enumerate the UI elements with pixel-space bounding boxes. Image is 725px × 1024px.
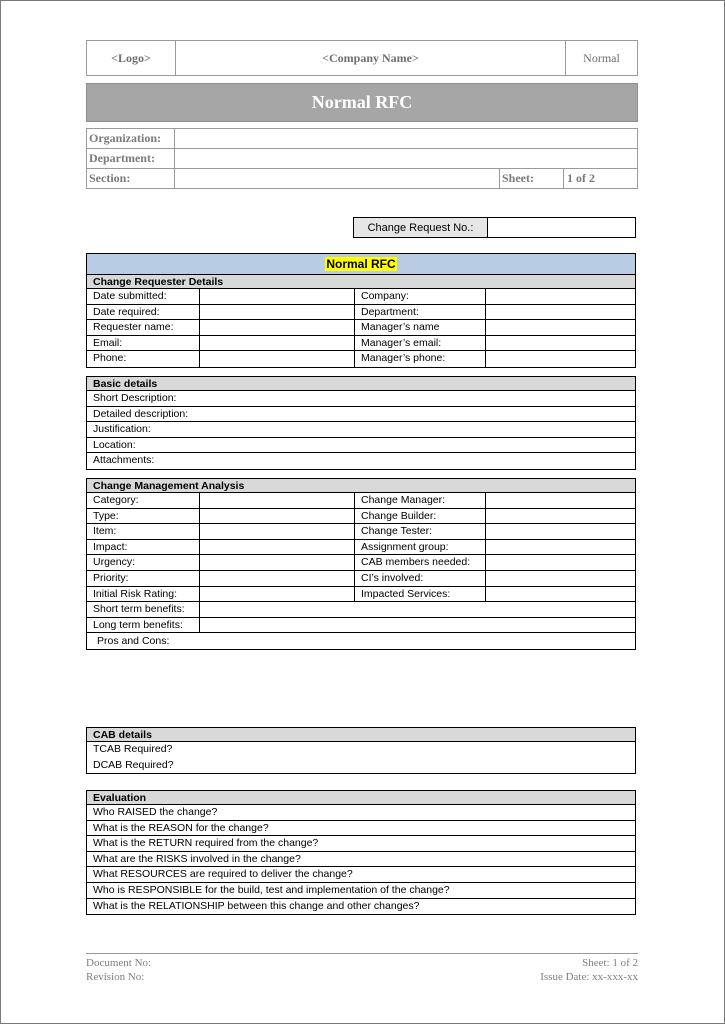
company-field[interactable] bbox=[486, 289, 635, 304]
email-field[interactable] bbox=[200, 336, 355, 351]
table-row[interactable] bbox=[87, 391, 635, 407]
table-row bbox=[87, 618, 635, 634]
field-label: CI’s involved: bbox=[355, 571, 486, 586]
pros-cons-label: Pros and Cons: bbox=[97, 635, 170, 648]
type-field[interactable] bbox=[200, 509, 355, 524]
change-manager-field[interactable] bbox=[486, 493, 635, 508]
table-row bbox=[87, 602, 635, 618]
table-row[interactable] bbox=[87, 742, 635, 758]
table-row[interactable] bbox=[87, 821, 635, 837]
field-label: Requester name: bbox=[87, 320, 200, 335]
field-label: Short Description: bbox=[93, 392, 177, 404]
table-row[interactable] bbox=[87, 407, 635, 423]
field-label: Detailed description: bbox=[93, 407, 189, 420]
field-label: Date submitted: bbox=[87, 289, 200, 304]
item-field[interactable] bbox=[200, 524, 355, 539]
document-footer bbox=[86, 953, 638, 984]
field-label: Impacted Services: bbox=[355, 587, 486, 602]
table-row bbox=[87, 555, 635, 571]
field-label: Company: bbox=[355, 289, 486, 304]
field-label: Initial Risk Rating: bbox=[87, 587, 200, 602]
change-builder-field[interactable] bbox=[486, 509, 635, 524]
urgency-field[interactable] bbox=[200, 555, 355, 570]
department-label: Department: bbox=[87, 149, 175, 168]
table-row bbox=[87, 320, 635, 336]
field-label: Justification: bbox=[93, 423, 151, 436]
section-field[interactable] bbox=[175, 169, 499, 188]
cab-heading: CAB details bbox=[87, 728, 635, 742]
table-row bbox=[87, 351, 635, 367]
analysis-heading: Change Management Analysis bbox=[87, 479, 635, 493]
assignment-group-field[interactable] bbox=[486, 540, 635, 555]
field-label: Long term benefits: bbox=[87, 618, 200, 633]
basic-details-section bbox=[86, 376, 636, 470]
table-row[interactable] bbox=[87, 805, 635, 821]
pros-cons-row[interactable] bbox=[87, 633, 635, 649]
table-row bbox=[87, 289, 635, 305]
document-type: Normal bbox=[583, 50, 620, 65]
field-label: DCAB Required? bbox=[93, 758, 174, 771]
sheet-label: Sheet: bbox=[499, 169, 564, 188]
field-label: Type: bbox=[87, 509, 200, 524]
requester-section bbox=[86, 253, 636, 368]
initial-risk-field[interactable] bbox=[200, 587, 355, 602]
impact-field[interactable] bbox=[200, 540, 355, 555]
field-label: Date required: bbox=[87, 305, 200, 320]
footer-sheet: Sheet: 1 of 2 bbox=[582, 957, 638, 969]
table-row[interactable] bbox=[87, 867, 635, 883]
organization-field[interactable] bbox=[175, 129, 637, 148]
analysis-section bbox=[86, 478, 636, 650]
organization-label: Organization: bbox=[87, 129, 175, 148]
table-row bbox=[87, 305, 635, 321]
field-label: Who RAISED the change? bbox=[93, 806, 218, 818]
table-row[interactable] bbox=[87, 883, 635, 899]
short-term-benefits-field[interactable] bbox=[200, 602, 635, 617]
organization-row bbox=[87, 129, 637, 149]
field-label: Manager’s email: bbox=[355, 336, 486, 351]
field-label: Priority: bbox=[87, 571, 200, 586]
change-request-label: Change Request No.: bbox=[354, 218, 488, 237]
change-tester-field[interactable] bbox=[486, 524, 635, 539]
field-label: Category: bbox=[87, 493, 200, 508]
manager-email-field[interactable] bbox=[486, 336, 635, 351]
footer-row bbox=[86, 970, 638, 984]
field-label: Change Tester: bbox=[355, 524, 486, 539]
impacted-services-field[interactable] bbox=[486, 587, 635, 602]
long-term-benefits-field[interactable] bbox=[200, 618, 635, 633]
table-row[interactable] bbox=[87, 438, 635, 454]
date-submitted-field[interactable] bbox=[200, 289, 355, 304]
field-label: Short term benefits: bbox=[87, 602, 200, 617]
table-row bbox=[87, 336, 635, 352]
field-label: Location: bbox=[93, 438, 136, 451]
field-label: Attachments: bbox=[93, 454, 155, 467]
field-label: Phone: bbox=[87, 351, 200, 367]
sheet-value: 1 of 2 bbox=[567, 171, 595, 185]
field-label: Who is RESPONSIBLE for the build, test and implementation of the change? bbox=[93, 883, 450, 896]
form-title-bar bbox=[87, 254, 635, 275]
field-label: Impact: bbox=[87, 540, 200, 555]
table-row bbox=[87, 493, 635, 509]
change-request-number bbox=[353, 217, 636, 238]
table-row bbox=[87, 509, 635, 525]
document-number: Document No: bbox=[86, 957, 152, 969]
field-label: Department: bbox=[355, 305, 486, 320]
organization-table bbox=[86, 128, 638, 189]
change-request-field[interactable] bbox=[488, 218, 635, 237]
logo-placeholder: <Logo> bbox=[87, 41, 176, 75]
field-label: Change Manager: bbox=[355, 493, 486, 508]
cab-section bbox=[86, 727, 636, 774]
table-row bbox=[87, 587, 635, 603]
evaluation-section bbox=[86, 790, 636, 915]
table-row bbox=[87, 524, 635, 540]
requester-heading: Change Requester Details bbox=[87, 275, 635, 289]
table-row[interactable] bbox=[87, 758, 635, 774]
field-label: What is the RELATIONSHIP between this change and other changes? bbox=[93, 899, 420, 912]
manager-name-field[interactable] bbox=[486, 320, 635, 335]
form-title: Normal RFC bbox=[326, 257, 396, 271]
issue-date: Issue Date: xx-xxx-xx bbox=[540, 971, 638, 983]
table-row[interactable] bbox=[87, 836, 635, 852]
table-row[interactable] bbox=[87, 899, 635, 915]
field-label: What RESOURCES are required to deliver the change? bbox=[93, 868, 353, 881]
basic-details-heading: Basic details bbox=[87, 377, 635, 391]
field-label: What are the RISKS involved in the change? bbox=[93, 852, 301, 865]
table-row[interactable] bbox=[87, 852, 635, 868]
footer-row bbox=[86, 956, 638, 970]
field-label: Manager’s name bbox=[355, 320, 486, 335]
cis-involved-field[interactable] bbox=[486, 571, 635, 586]
field-label: CAB members needed: bbox=[355, 555, 486, 570]
cab-members-field[interactable] bbox=[486, 555, 635, 570]
department-input[interactable] bbox=[486, 305, 635, 320]
field-label: Manager’s phone: bbox=[355, 351, 486, 367]
manager-phone-field[interactable] bbox=[486, 351, 635, 367]
department-field[interactable] bbox=[175, 149, 637, 168]
department-row bbox=[87, 149, 637, 169]
field-label: Urgency: bbox=[87, 555, 200, 570]
company-name: <Company Name> bbox=[176, 41, 566, 75]
priority-field[interactable] bbox=[200, 571, 355, 586]
category-field[interactable] bbox=[200, 493, 355, 508]
table-row bbox=[87, 571, 635, 587]
field-label: What is the REASON for the change? bbox=[93, 821, 269, 834]
phone-field[interactable] bbox=[200, 351, 355, 367]
document-header bbox=[86, 40, 638, 76]
date-required-field[interactable] bbox=[200, 305, 355, 320]
field-label: Change Builder: bbox=[355, 509, 486, 524]
document-title: Normal RFC bbox=[86, 83, 638, 122]
table-row[interactable] bbox=[87, 422, 635, 438]
field-label: TCAB Required? bbox=[93, 743, 173, 755]
field-label: Email: bbox=[87, 336, 200, 351]
section-row bbox=[87, 169, 637, 188]
table-row[interactable] bbox=[87, 453, 635, 469]
revision-number: Revision No: bbox=[86, 971, 145, 983]
evaluation-heading: Evaluation bbox=[87, 791, 635, 805]
field-label: Item: bbox=[87, 524, 200, 539]
field-label: Assignment group: bbox=[355, 540, 486, 555]
table-row bbox=[87, 540, 635, 556]
section-label: Section: bbox=[87, 169, 175, 188]
requester-name-field[interactable] bbox=[200, 320, 355, 335]
field-label: What is the RETURN required from the change? bbox=[93, 837, 319, 850]
